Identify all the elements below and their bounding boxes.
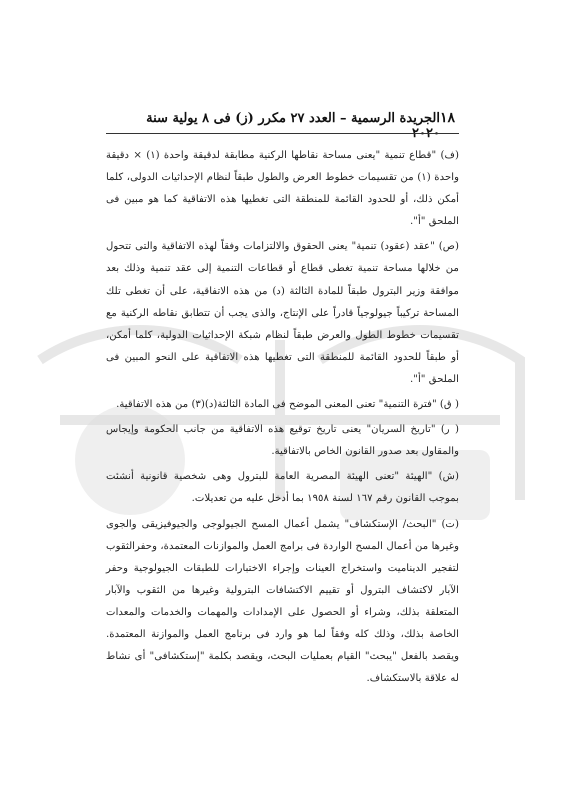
paragraph-development-lease: (ص) "عقد (عقود) تنمية" يعنى الحقوق والالتزامات وفقاً لهذه الاتفاقية والتى تتحول من خلالها مساحة تنمية تغطى قطاع أو قطاعات التنمية إلى عقد تنمية وذلك بعد موافقة وزير البترول طبقاً للمادة الثالثة (د) من هذه الاتفاقية، على أن تغطى تلك المساحة تركيباً جيولوجياً قادراً على الإنتاج، والذى يجب أن تتطابق نقاطه الركنية مع تقسيمات خطوط الطول والعرض طبقاً لنظام شبكة الإحداثيات الدولية، كلما أمكن، أو طبقاً للحدود القائمة للمنطقة التى تغطيها هذه الاتفاقية على النحو المبين فى الملحق "أ". [106, 241, 459, 385]
paragraph-effective-date: ( ر) "تاريخ السريان" يعنى تاريخ توقيع هذه الاتفاقية من جانب الحكومة وإيجاس والمقاول بعد صدور القانون الخاص بالاتفاقية. [106, 424, 459, 458]
paragraph-authority: (ش) "الهيئة "تعنى الهيئة المصرية العامة للبترول وهى شخصية قانونية أنشئت بموجب القانون رقم ١٦٧ لسنة ١٩٥٨ بما أدخل عليه من تعديلات. [106, 471, 459, 505]
page-number: ١٨ [439, 110, 455, 126]
document-body [106, 145, 459, 690]
page-header [138, 110, 455, 141]
gazette-title: الجريدة الرسمية – العدد ٢٧ مكرر (ز) فى ٨ يولية سنة ٢٠٢٠ [146, 111, 440, 141]
paragraph-development-sector: (ف) "قطاع تنمية "يعنى مساحة نقاطها الركنية مطابقة لدقيقة واحدة (١) × دقيقة واحدة (١) من تقسيمات خطوط العرض والطول طبقاً لنظام الإحداثيات الدولى، كلما أمكن ذلك، أو للحدود القائمة للمنطقة التى تغطيها هذه الاتفاقية كما هو مبين فى الملحق "أ". [106, 150, 459, 228]
paragraph-exploration: (ت) "البحث/ الإستكشاف" يشمل أعمال المسح الجيولوجى والجيوفيزيقى والجوى وغيرها من أعمال المسح الواردة فى برامج العمل والموازنات المعتمدة، وحفرالثقوب لتفجير الديناميت واستخراج العينات وإجراء الاختبارات للطبقات الجيولوجية وحفر الآبار لاكتشاف البترول أو تقييم الاكتشافات البترولية وغيرها من الثقوب والآبار المتعلقة بذلك، وشراء أو الحصول على الإمدادات والمهمات والخدمات والمعدات الخاصة بذلك، وذلك كله وفقاً لما هو وارد فى برنامج العمل والموازنة المعتمدة. ويقصد بالفعل "يبحث" القيام بعمليات البحث، ويقصد بكلمة "إستكشافى" أى نشاط له علاقة بالاستكشاف. [106, 518, 459, 685]
header-divider [106, 133, 459, 134]
paragraph-development-period: ( ق) "فترة التنمية" تعنى المعنى الموضح فى المادة الثالثة(د)(٣) من هذه الاتفاقية. [116, 399, 459, 411]
